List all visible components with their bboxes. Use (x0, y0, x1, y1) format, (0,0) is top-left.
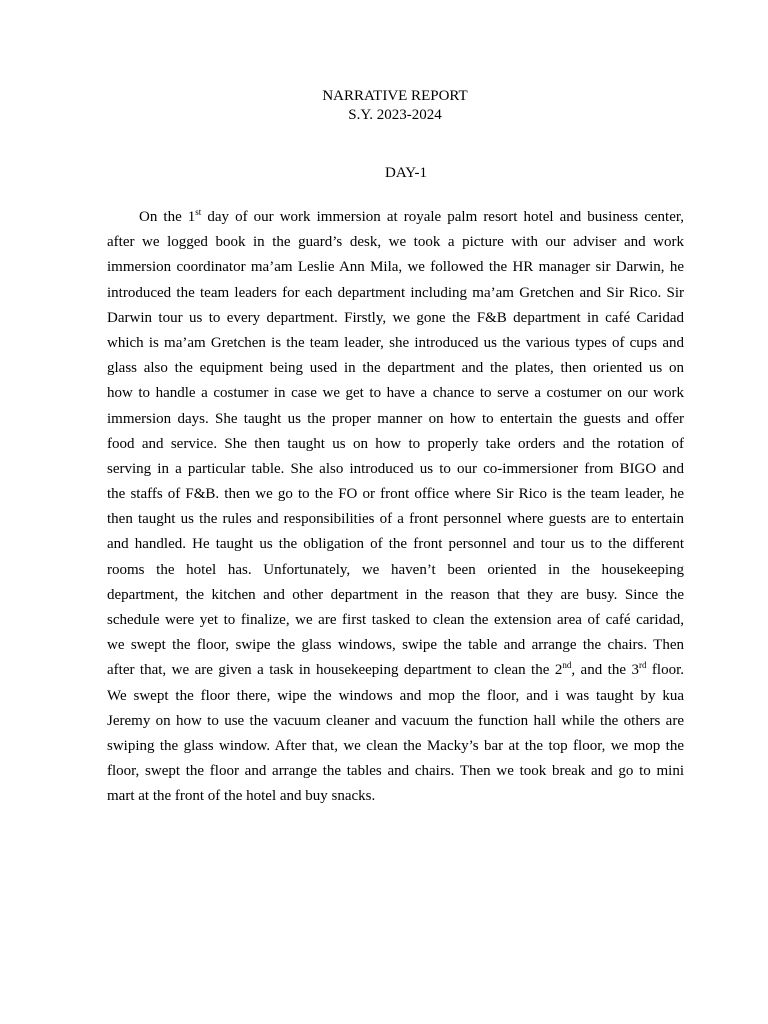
day-heading: DAY-1 (385, 165, 427, 181)
report-title: NARRATIVE REPORT (322, 88, 468, 104)
ordinal-suffix: nd (562, 660, 572, 671)
narrative-paragraph (107, 205, 684, 810)
paragraph-line: swiping the glass window. After that, we clean the Macky’s bar at the top floor, we mop the (107, 737, 684, 754)
paragraph-line: after that, we are given a task in housekeeping department to clean the 2nd, and the 3rd floor. (107, 660, 684, 679)
paragraph-line: Darwin tour us to every department. Firstly, we gone the F&B department in café Caridad (107, 309, 684, 326)
school-year: S.Y. 2023-2024 (348, 107, 442, 123)
paragraph-line: and handled. He taught us the obligation of the front personnel and tour us to the different (107, 536, 684, 553)
paragraph-line: We swept the floor there, wipe the windows and mop the floor, and i was taught by kua (107, 687, 684, 704)
paragraph-line: introduced the team leaders for each department including ma’am Gretchen and Sir Rico. Sir (107, 284, 684, 301)
ordinal-suffix: rd (638, 660, 647, 671)
paragraph-line: after we logged book in the guard’s desk, we took a picture with our adviser and work (107, 234, 684, 251)
report-header (0, 87, 768, 125)
paragraph-line: the staffs of F&B. then we go to the FO or front office where Sir Rico is the team leader, he (107, 486, 684, 503)
paragraph-line: On the 1st day of our work immersion at royale palm resort hotel and business center, (139, 207, 684, 225)
paragraph-line: serving in a particular table. She also introduced us to our co-immersioner from BIGO and (107, 460, 684, 477)
paragraph-line: floor, swept the floor and arrange the tables and chairs. Then we took break and go to mini (107, 763, 684, 780)
paragraph-line: department, the kitchen and other department in the reason that they are busy. Since the (107, 586, 684, 603)
ordinal-suffix: st (195, 207, 202, 217)
paragraph-line: rooms the hotel has. Unfortunately, we haven’t been oriented in the housekeeping (107, 561, 684, 578)
paragraph-line: which is ma’am Gretchen is the team leader, she introduced us the various types of cups and (107, 334, 684, 351)
paragraph-line: Jeremy on how to use the vacuum cleaner and vacuum the function hall while the others are (107, 712, 684, 729)
paragraph-line: food and service. She then taught us on how to properly take orders and the rotation of (107, 435, 684, 452)
paragraph-line: how to handle a costumer in case we get to have a chance to serve a costumer on our work (107, 385, 684, 402)
paragraph-line: immersion coordinator ma’am Leslie Ann Mila, we followed the HR manager sir Darwin, he (107, 259, 684, 276)
paragraph-line: schedule were yet to finalize, we are first tasked to clean the extension area of café caridad, (107, 612, 684, 628)
paragraph-line: glass also the equipment being used in the department and the plates, then oriented us on (107, 360, 684, 377)
paragraph-line: we swept the floor, swipe the glass windows, swipe the table and arrange the chairs. Then (107, 637, 684, 654)
paragraph-line: immersion days. She taught us the proper manner on how to entertain the guests and offer (107, 410, 684, 427)
paragraph-line: mart at the front of the hotel and buy snacks. (107, 788, 376, 805)
paragraph-line: then taught us the rules and responsibilities of a front personnel where guests are to entertain (107, 511, 684, 528)
